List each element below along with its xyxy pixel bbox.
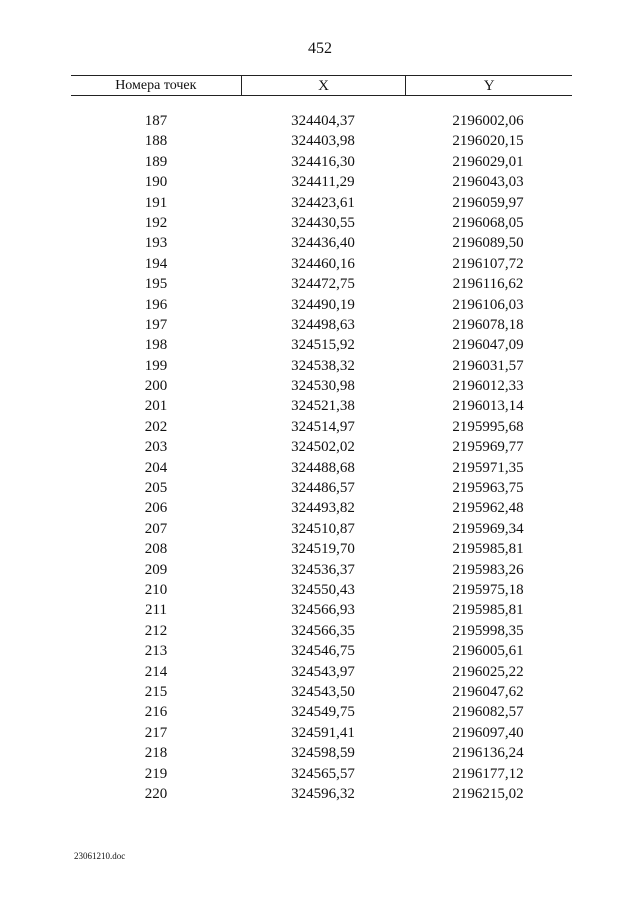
cell-x: 324493,82	[291, 500, 355, 517]
cell-y: 2196029,01	[452, 153, 524, 170]
cell-x: 324403,98	[291, 133, 355, 150]
cell-y: 2196136,24	[452, 745, 524, 762]
table-body	[71, 111, 572, 804]
cell-point-number: 198	[144, 337, 168, 354]
cell-y: 2196068,05	[452, 214, 524, 231]
table-row	[71, 498, 572, 518]
table-row	[71, 519, 572, 539]
cell-x: 324550,43	[291, 581, 355, 598]
cell-y: 2196078,18	[452, 316, 524, 333]
cell-point-number: 189	[144, 153, 168, 170]
cell-point-number: 212	[144, 622, 168, 639]
cell-point-number: 204	[144, 459, 168, 476]
cell-x: 324543,97	[291, 663, 355, 680]
cell-point-number: 188	[144, 133, 168, 150]
cell-x: 324566,93	[291, 602, 355, 619]
cell-y: 2195963,75	[452, 480, 524, 497]
table-row	[71, 764, 572, 784]
cell-x: 324565,57	[291, 765, 355, 782]
table-row	[71, 600, 572, 620]
cell-y: 2195998,35	[452, 622, 524, 639]
cell-y: 2196020,15	[452, 133, 524, 150]
cell-x: 324546,75	[291, 643, 355, 660]
cell-x: 324566,35	[291, 622, 355, 639]
cell-y: 2196106,03	[452, 296, 524, 313]
cell-point-number: 200	[144, 378, 168, 395]
table-row	[71, 539, 572, 559]
table-row	[71, 560, 572, 580]
table-row	[71, 396, 572, 416]
table-row	[71, 702, 572, 722]
header-point-number: Номера точек	[71, 76, 242, 95]
cell-point-number: 207	[144, 520, 168, 537]
cell-x: 324538,32	[291, 357, 355, 374]
cell-x: 324591,41	[291, 724, 355, 741]
cell-y: 2196047,09	[452, 337, 524, 354]
table-header	[71, 75, 572, 96]
table-row	[71, 356, 572, 376]
cell-y: 2196082,57	[452, 704, 524, 721]
cell-point-number: 209	[144, 561, 168, 578]
cell-x: 324536,37	[291, 561, 355, 578]
cell-point-number: 199	[144, 357, 168, 374]
cell-point-number: 191	[144, 194, 168, 211]
table-row	[71, 641, 572, 661]
table-row	[71, 254, 572, 274]
cell-point-number: 208	[144, 541, 168, 558]
table-row	[71, 274, 572, 294]
table-row	[71, 784, 572, 804]
cell-y: 2196177,12	[452, 765, 524, 782]
cell-point-number: 210	[144, 581, 168, 598]
cell-point-number: 220	[144, 785, 168, 802]
cell-x: 324486,57	[291, 480, 355, 497]
table-row	[71, 682, 572, 702]
cell-y: 2196005,61	[452, 643, 524, 660]
cell-x: 324510,87	[291, 520, 355, 537]
cell-x: 324498,63	[291, 316, 355, 333]
cell-y: 2196215,02	[452, 785, 524, 802]
cell-y: 2195975,18	[452, 581, 524, 598]
cell-point-number: 219	[144, 765, 168, 782]
table-row	[71, 213, 572, 233]
cell-y: 2196059,97	[452, 194, 524, 211]
table-row	[71, 315, 572, 335]
cell-x: 324490,19	[291, 296, 355, 313]
cell-point-number: 203	[144, 439, 168, 456]
cell-point-number: 190	[144, 174, 168, 191]
cell-y: 2195985,81	[452, 602, 524, 619]
header-y: Y	[483, 77, 495, 94]
cell-point-number: 213	[144, 643, 168, 660]
cell-y: 2196002,06	[452, 113, 524, 129]
cell-y: 2196025,22	[452, 663, 524, 680]
cell-point-number: 206	[144, 500, 168, 517]
cell-point-number: 218	[144, 745, 168, 762]
cell-point-number: 201	[144, 398, 168, 415]
cell-y: 2196116,62	[452, 276, 524, 293]
cell-x: 324404,37	[291, 113, 355, 129]
table-row	[71, 335, 572, 355]
cell-point-number: 187	[144, 113, 168, 129]
cell-point-number: 215	[144, 683, 168, 700]
cell-y: 2196012,33	[452, 378, 524, 395]
table-row	[71, 152, 572, 172]
cell-y: 2196043,03	[452, 174, 524, 191]
table-row	[71, 172, 572, 192]
table-row	[71, 111, 572, 131]
cell-y: 2195985,81	[452, 541, 524, 558]
cell-x: 324502,02	[291, 439, 355, 456]
cell-point-number: 205	[144, 480, 168, 497]
cell-x: 324543,50	[291, 683, 355, 700]
table-row	[71, 723, 572, 743]
cell-x: 324530,98	[291, 378, 355, 395]
table-row	[71, 376, 572, 396]
cell-x: 324460,16	[291, 255, 355, 272]
table-row	[71, 458, 572, 478]
cell-point-number: 202	[144, 418, 168, 435]
cell-y: 2195971,35	[452, 459, 524, 476]
cell-point-number: 217	[144, 724, 168, 741]
cell-y: 2196031,57	[452, 357, 524, 374]
cell-y: 2196097,40	[452, 724, 524, 741]
table-row	[71, 131, 572, 151]
header-x: X	[242, 76, 407, 95]
cell-x: 324519,70	[291, 541, 355, 558]
cell-x: 324436,40	[291, 235, 355, 252]
table-row	[71, 621, 572, 641]
cell-x: 324416,30	[291, 153, 355, 170]
cell-point-number: 216	[144, 704, 168, 721]
table-row	[71, 193, 572, 213]
table-row	[71, 233, 572, 253]
cell-y: 2195983,26	[452, 561, 524, 578]
cell-x: 324598,59	[291, 745, 355, 762]
cell-y: 2196013,14	[452, 398, 524, 415]
cell-point-number: 194	[144, 255, 168, 272]
cell-point-number: 197	[144, 316, 168, 333]
table-row	[71, 417, 572, 437]
cell-y: 2196047,62	[452, 683, 524, 700]
cell-y: 2196107,72	[452, 255, 524, 272]
cell-y: 2195995,68	[452, 418, 524, 435]
cell-x: 324488,68	[291, 459, 355, 476]
cell-y: 2195969,77	[452, 439, 524, 456]
cell-point-number: 196	[144, 296, 168, 313]
footer-filename: 23061210.doc	[74, 851, 126, 861]
cell-point-number: 195	[144, 276, 168, 293]
cell-y: 2196089,50	[452, 235, 524, 252]
table-row	[71, 437, 572, 457]
page-number: 452	[308, 40, 332, 57]
table-row	[71, 295, 572, 315]
cell-point-number: 214	[144, 663, 168, 680]
cell-x: 324423,61	[291, 194, 355, 211]
cell-x: 324430,55	[291, 214, 355, 231]
cell-x: 324411,29	[291, 174, 355, 191]
cell-point-number: 193	[144, 235, 168, 252]
table-row	[71, 478, 572, 498]
cell-y: 2195962,48	[452, 500, 524, 517]
cell-point-number: 192	[144, 214, 168, 231]
cell-x: 324549,75	[291, 704, 355, 721]
table-row	[71, 580, 572, 600]
cell-x: 324514,97	[291, 418, 355, 435]
cell-x: 324521,38	[291, 398, 355, 415]
cell-point-number: 211	[145, 602, 167, 619]
cell-x: 324515,92	[291, 337, 355, 354]
cell-y: 2195969,34	[452, 520, 524, 537]
table-row	[71, 743, 572, 763]
cell-x: 324596,32	[291, 785, 355, 802]
table-row	[71, 662, 572, 682]
cell-x: 324472,75	[291, 276, 355, 293]
